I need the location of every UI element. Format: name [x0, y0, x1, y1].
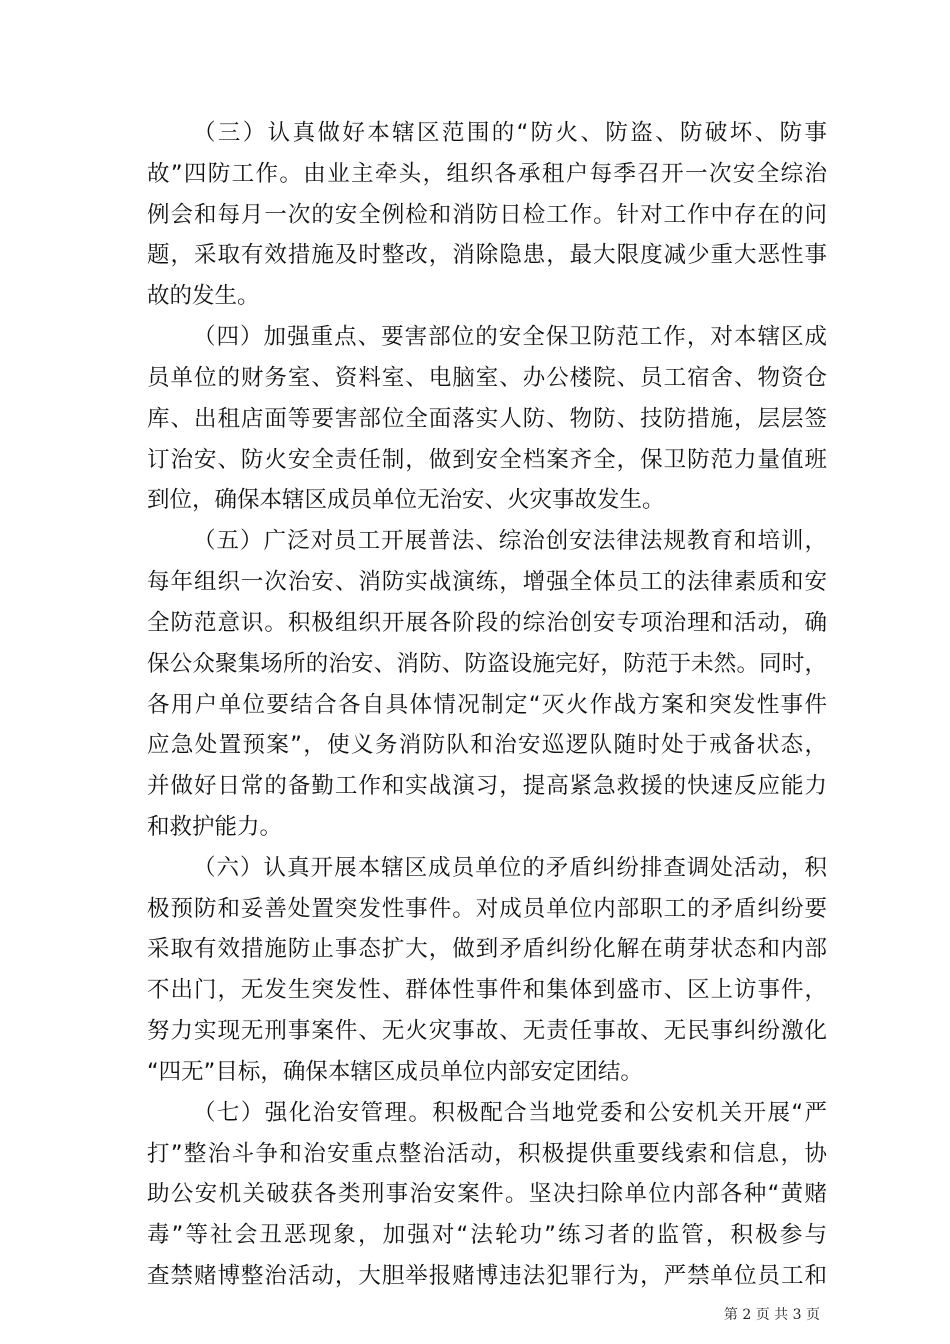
page-number: 第 2 页 共 3 页 [723, 1307, 820, 1323]
paragraph-7-line-2: 打”整治斗争和治安重点整治活动，积极提供重要线索和信息，协 [147, 1141, 827, 1167]
paragraph-6-line-3: 采取有效措施防止事态扩大，做到矛盾纠纷化解在萌芽状态和内部 [147, 936, 827, 962]
paragraph-7-line-5: 查禁赌博整治活动，大胆举报赌博违法犯罪行为，严禁单位员工和 [147, 1263, 827, 1289]
paragraph-7-line-4: 毒”等社会丑恶现象，加强对“法轮功”练习者的监管，积极参与 [147, 1222, 827, 1248]
paragraph-6-line-2: 极预防和妥善处置突发性事件。对成员单位内部职工的矛盾纠纷要 [147, 896, 827, 922]
paragraph-5-line-3: 全防范意识。积极组织开展各阶段的综治创安专项治理和活动，确 [147, 610, 827, 636]
paragraph-6-line-5: 努力实现无刑事案件、无火灾事故、无责任事故、无民事纠纷激化 [147, 1018, 827, 1044]
paragraph-7-line-1: （七）强化治安管理。积极配合当地党委和公安机关开展“严 [193, 1100, 827, 1126]
paragraph-5-line-2: 每年组织一次治安、消防实战演练，增强全体员工的法律素质和安 [147, 569, 827, 595]
paragraph-4-line-2: 员单位的财务室、资料室、电脑室、办公楼院、员工宿舍、物资仓 [147, 365, 827, 391]
paragraph-4-line-1: （四）加强重点、要害部位的安全保卫防范工作，对本辖区成 [193, 324, 827, 350]
paragraph-3-line-5: 故的发生。 [147, 283, 260, 309]
paragraph-7-line-3: 助公安机关破获各类刑事治安案件。坚决扫除单位内部各种“黄赌 [147, 1181, 827, 1207]
paragraph-5-line-7: 并做好日常的备勤工作和实战演习，提高紧急救援的快速反应能力 [147, 773, 827, 799]
paragraph-3-line-2: 故”四防工作。由业主牵头，组织各承租户每季召开一次安全综治 [147, 161, 827, 187]
paragraph-5-line-8: 和救护能力。 [147, 814, 283, 840]
paragraph-5-line-4: 保公众聚集场所的治安、消防、防盗设施完好，防范于未然。同时， [147, 651, 827, 677]
paragraph-5-line-6: 应急处置预案”，使义务消防队和治安巡逻队随时处于戒备状态， [147, 732, 827, 758]
paragraph-5-line-5: 各用户单位要结合各自具体情况制定“灭火作战方案和突发性事件 [147, 692, 827, 718]
paragraph-4-line-3: 库、出租店面等要害部位全面落实人防、物防、技防措施，层层签 [147, 406, 827, 432]
paragraph-6-line-4: 不出门，无发生突发性、群体性事件和集体到盛市、区上访事件， [147, 977, 827, 1003]
paragraph-4-line-5: 到位，确保本辖区成员单位无治安、火灾事故发生。 [147, 487, 665, 513]
paragraph-6-line-1: （六）认真开展本辖区成员单位的矛盾纠纷排查调处活动，积 [193, 855, 827, 881]
paragraph-3-line-1: （三）认真做好本辖区范围的“防火、防盗、防破坏、防事 [193, 120, 827, 146]
paragraph-5-line-1: （五）广泛对员工开展普法、综治创安法律法规教育和培训， [193, 528, 827, 554]
paragraph-4-line-4: 订治安、防火安全责任制，做到安全档案齐全，保卫防范力量值班 [147, 447, 827, 473]
paragraph-6-line-6: “四无”目标，确保本辖区成员单位内部安定团结。 [147, 1059, 643, 1085]
paragraph-3-line-3: 例会和每月一次的安全例检和消防日检工作。针对工作中存在的问 [147, 202, 827, 228]
paragraph-3-line-4: 题，采取有效措施及时整改，消除隐患，最大限度减少重大恶性事 [147, 242, 827, 268]
